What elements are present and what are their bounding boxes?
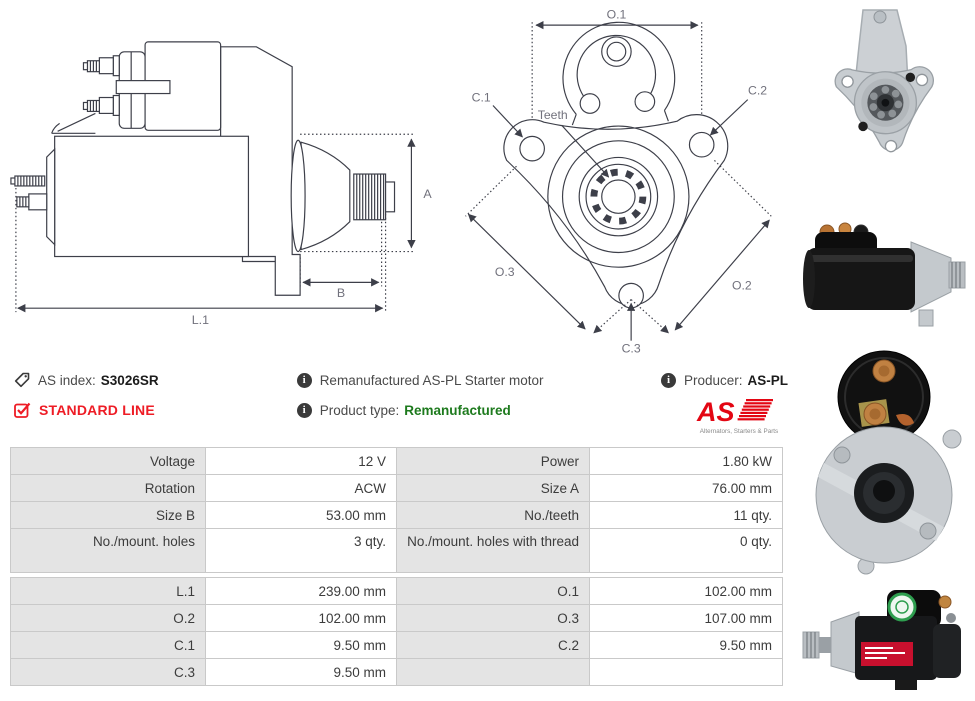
spec-label <box>396 658 590 686</box>
spec-label: No./teeth <box>396 501 590 529</box>
spec-label: C.1 <box>10 631 206 659</box>
spec-value: ACW <box>205 474 397 502</box>
product-type-value: Remanufactured <box>404 402 511 418</box>
spec-value: 102.00 mm <box>589 577 783 605</box>
product-type-row <box>297 400 661 420</box>
spec-label: Power <box>396 447 590 475</box>
spec-value: 102.00 mm <box>205 604 397 632</box>
dim-label-o2: O.2 <box>732 278 752 293</box>
table-row <box>10 631 795 659</box>
spec-value: 76.00 mm <box>589 474 783 502</box>
table-row <box>10 577 795 605</box>
spec-label: Voltage <box>10 447 206 475</box>
producer-label: Producer: <box>684 372 743 388</box>
as-pl-logo <box>695 396 795 443</box>
spec-value: 9.50 mm <box>589 631 783 659</box>
spec-label: O.2 <box>10 604 206 632</box>
dim-label-c3: C.3 <box>621 341 641 356</box>
spec-label: Size B <box>10 501 206 529</box>
logo-stripes <box>738 399 773 420</box>
photo-side-view-labeled[interactable] <box>799 584 971 701</box>
dim-label-o3: O.3 <box>495 265 515 280</box>
table-row <box>10 604 795 632</box>
table-row <box>10 501 795 529</box>
technical-drawings <box>0 0 795 362</box>
dim-label-b: B <box>336 286 346 301</box>
table-row <box>10 528 795 573</box>
photo-front-view[interactable] <box>805 4 965 214</box>
as-index-value: S3026SR <box>100 372 159 388</box>
side-view-diagram <box>0 0 442 358</box>
dim-label-a: A <box>423 186 432 201</box>
tag-icon <box>14 372 30 388</box>
description-row <box>297 370 661 390</box>
table-row <box>10 474 795 502</box>
producer-value: AS-PL <box>747 372 789 388</box>
photo-side-view[interactable] <box>799 218 971 341</box>
spec-value: 239.00 mm <box>205 577 397 605</box>
spec-value <box>589 658 783 686</box>
dim-label-l1: L.1 <box>191 313 210 328</box>
spec-label: C.3 <box>10 658 206 686</box>
as-index-row <box>14 370 297 390</box>
spec-label: No./mount. holes <box>10 528 206 573</box>
teeth-label: Teeth <box>537 108 568 123</box>
info-icon <box>297 373 312 388</box>
standard-line-row <box>14 400 297 420</box>
spec-table <box>10 447 795 686</box>
table-row <box>10 447 795 475</box>
checked-checkbox-icon <box>14 402 31 418</box>
product-type-label: Product type: <box>319 402 400 418</box>
spec-label: O.3 <box>396 604 590 632</box>
spec-group-electrical <box>10 447 795 573</box>
spec-label: Size A <box>396 474 590 502</box>
dim-label-c1: C.1 <box>471 90 491 105</box>
spec-group-dimensions <box>10 577 795 686</box>
logo-text: AS <box>697 397 735 427</box>
product-photos <box>795 0 975 692</box>
spec-label: Rotation <box>10 474 206 502</box>
table-row <box>10 658 795 686</box>
product-info-bar <box>0 362 795 445</box>
spec-value: 107.00 mm <box>589 604 783 632</box>
spec-label: O.1 <box>396 577 590 605</box>
product-description: Remanufactured AS-PL Starter motor <box>319 372 544 388</box>
as-index-label: AS index: <box>38 372 96 388</box>
spec-value: 53.00 mm <box>205 501 397 529</box>
spec-value: 9.50 mm <box>205 658 397 686</box>
info-icon <box>661 373 676 388</box>
front-view-diagram <box>442 0 795 358</box>
spec-label: L.1 <box>10 577 206 605</box>
info-icon <box>297 403 312 418</box>
spec-value: 0 qty. <box>589 528 783 573</box>
spec-value: 9.50 mm <box>205 631 397 659</box>
spec-label: No./mount. holes with thread <box>396 528 590 573</box>
dim-label-o1: O.1 <box>606 7 627 22</box>
spec-value: 12 V <box>205 447 397 475</box>
spec-value: 1.80 kW <box>589 447 783 475</box>
producer-row <box>661 370 795 390</box>
photo-rear-view[interactable] <box>804 345 966 580</box>
logo-tagline: Alternators, Starters & Parts <box>699 428 779 435</box>
spec-label: C.2 <box>396 631 590 659</box>
standard-line-badge: STANDARD LINE <box>39 402 155 418</box>
spec-value: 11 qty. <box>589 501 783 529</box>
dim-label-c2: C.2 <box>748 83 768 98</box>
spec-value: 3 qty. <box>205 528 397 573</box>
